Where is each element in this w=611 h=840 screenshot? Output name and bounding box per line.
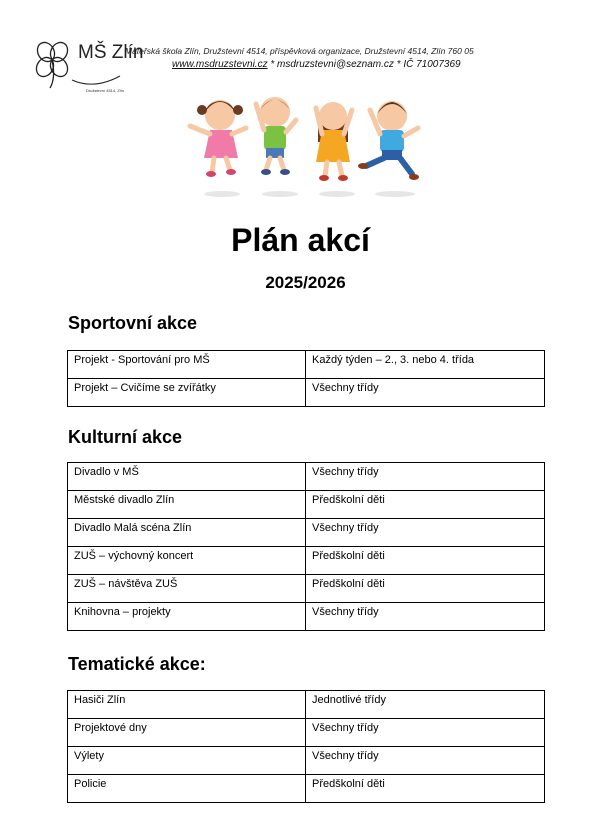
event-name: Projektové dny	[68, 719, 306, 747]
event-name: Projekt – Cvičíme se zvířátky	[68, 379, 306, 407]
section-title-thematic: Tematické akce:	[68, 654, 206, 674]
table-row	[68, 747, 545, 775]
culture-events-table	[67, 462, 545, 631]
event-participants: Předškolní děti	[306, 575, 545, 603]
event-name: Projekt - Sportování pro MŠ	[68, 351, 306, 379]
event-name: Hasiči Zlín	[68, 691, 306, 719]
event-participants: Předškolní děti	[306, 547, 545, 575]
section-title-sport: Sportovní akce	[68, 313, 198, 333]
event-name: Výlety	[68, 747, 306, 775]
school-year: 2025/2026	[265, 273, 346, 292]
event-participants: Všechny třídy	[306, 463, 545, 491]
table-row	[68, 547, 545, 575]
section-title-culture: Kulturní akce	[68, 427, 183, 447]
event-name: ZUŠ – výchovný koncert	[68, 547, 306, 575]
event-participants: Každý týden – 2., 3. nebo 4. třída	[306, 351, 545, 379]
event-name: Divadlo v MŠ	[68, 463, 306, 491]
table-row	[68, 575, 545, 603]
boy-green-figure	[256, 97, 296, 175]
event-participants: Všechny třídy	[306, 379, 545, 407]
thematic-events-table	[67, 690, 545, 803]
event-name: Knihovna – projekty	[68, 603, 306, 631]
organization-line: Mateřská škola Zlín, Družstevní 4514, příspěvková organizace, Družstevní 4514, Zlín 760 05	[125, 46, 474, 56]
table-row	[68, 463, 545, 491]
logo-text: MŠ Zlín	[78, 42, 144, 63]
table-row	[68, 351, 545, 379]
contact-details: * msdruzstevni@seznam.cz * IČ 71007369	[267, 59, 461, 70]
event-participants: Všechny třídy	[306, 603, 545, 631]
jumping-kids-illustration	[180, 90, 425, 200]
event-name: Policie	[68, 775, 306, 803]
event-name: Městské divadlo Zlín	[68, 491, 306, 519]
table-row	[68, 491, 545, 519]
page-title: Plán akcí	[231, 222, 370, 258]
school-logo	[32, 38, 144, 96]
sport-events-table	[67, 350, 545, 407]
event-participants: Předškolní děti	[306, 491, 545, 519]
table-row	[68, 691, 545, 719]
girl-orange-figure	[316, 102, 352, 181]
table-row	[68, 719, 545, 747]
boy-blue-figure	[358, 101, 419, 180]
table-row	[68, 379, 545, 407]
contact-line	[172, 59, 461, 70]
event-name: Divadlo Malá scéna Zlín	[68, 519, 306, 547]
event-participants: Všechny třídy	[306, 519, 545, 547]
website-link[interactable]: www.msdruzstevni.cz	[172, 59, 268, 70]
logo-subtext: Družstevní 4514, Zlín	[86, 88, 125, 93]
table-row	[68, 603, 545, 631]
event-participants: Předškolní děti	[306, 775, 545, 803]
event-participants: Všechny třídy	[306, 719, 545, 747]
girl-pink-figure	[190, 100, 246, 177]
event-name: ZUŠ – návštěva ZUŠ	[68, 575, 306, 603]
event-participants: Všechny třídy	[306, 747, 545, 775]
clover-icon	[33, 39, 71, 88]
table-row	[68, 775, 545, 803]
table-row	[68, 519, 545, 547]
event-participants: Jednotlivé třídy	[306, 691, 545, 719]
